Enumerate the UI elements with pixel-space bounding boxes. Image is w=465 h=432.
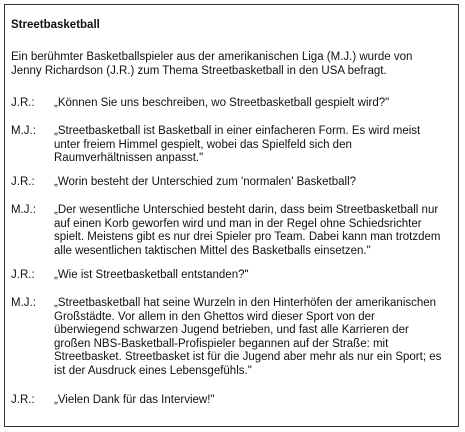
utterance-text: „Streetbasketball hat seine Wurzeln in den Hinterhöfen der amerikanischen Großstädte. Vor allem in den Ghettos wird dieser Sport von der überwiegend schwarzen Jugend betrieben, und fast alle Karrieren der großen NBS-Basketball-Profispieler begannen auf der Straße: mit Streetbasket. Streetbasket ist für die Jugend aber mehr als nur ein Sport; es ist der Ausdruck eines Lebensgefühls." xyxy=(54,297,442,377)
speaker-label: M.J.: xyxy=(11,297,36,309)
utterance-text: „Wie ist Streetbasketball entstanden?" xyxy=(54,269,249,281)
speaker-label: J.R.: xyxy=(11,394,35,406)
utterance-text: „Können Sie uns beschreiben, wo Streetbasketball gespielt wird?" xyxy=(54,97,390,109)
utterance-text: „Streetbasketball ist Basketball in einer einfacheren Form. Es wird meist unter freiem Himmel gespielt, wobei das Spielfeld sich den Raumverhältnissen anpasst." xyxy=(54,125,421,164)
speaker-label: J.R.: xyxy=(11,176,35,188)
speaker-label: J.R.: xyxy=(11,269,35,281)
document-title: Streetbasketball xyxy=(11,19,100,31)
intro-paragraph: Ein berühmter Basketballspieler aus der amerikanischen Liga (M.J.) wurde von Jenny Richardson (J.R.) zum Thema Streetbasketball in den USA befragt. xyxy=(11,51,413,77)
utterance-text: „Vielen Dank für das Interview!" xyxy=(54,394,215,406)
speaker-label: M.J.: xyxy=(11,204,36,216)
utterance-text: „Der wesentliche Unterschied besteht darin, dass beim Streetbasketball nur auf einen Korb geworfen wird und man in der Regel ohne Schiedsrichter spielt. Meistens gibt es nur drei Spieler pro Team. Dabei kann man trotzdem alle wesentlichen taktischen Mittel des Basketballs einsetzen." xyxy=(54,204,441,257)
document-frame xyxy=(4,4,459,427)
speaker-label: J.R.: xyxy=(11,97,35,109)
utterance-text: „Worin besteht der Unterschied zum 'normalen' Basketball? xyxy=(54,176,357,188)
speaker-label: M.J.: xyxy=(11,125,36,137)
